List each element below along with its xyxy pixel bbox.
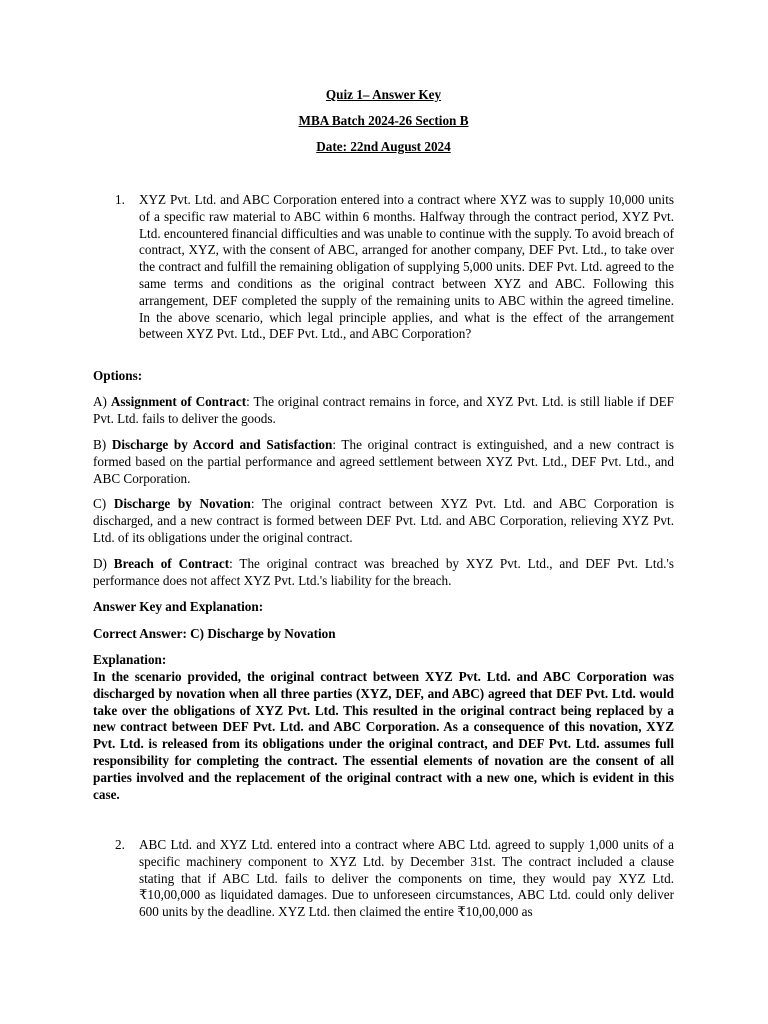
option-a-prefix: A)	[93, 394, 111, 409]
option-a-desc: : The original contract remains in force, and XYZ Pvt. Ltd. is still liable if DEF Pvt. Ltd. fails to deliver the goods.	[93, 394, 674, 426]
option-d-prefix: D)	[93, 556, 114, 571]
option-b-prefix: B)	[93, 437, 112, 452]
option-b-term: Discharge by Accord and Satisfaction	[111, 437, 333, 452]
options-heading: Options:	[93, 368, 143, 383]
question-2-number: 2.	[115, 837, 125, 852]
option-c	[93, 496, 674, 546]
correct-answer: Correct Answer: C) Discharge by Novation	[93, 626, 336, 641]
explanation-text: In the scenario provided, the original contract between XYZ Pvt. Ltd. and ABC Corporation was discharged by novation when all three parties (XYZ, DEF, and ABC) agreed that DEF Pvt. Ltd. would take over the obligations of XYZ Pvt. Ltd. This resulted in the original contract being replaced by a new contract between DEF Pvt. Ltd. and ABC Corporation. As a consequence of this novation, XYZ Pvt. Ltd. is released from its obligations under the original contract, and DEF Pvt. Ltd. assumes full responsibility for completing the contract. The essential elements of novation are the consent of all parties involved and the replacement of the original contract with a new one, which is evident in this case.	[93, 669, 674, 802]
option-b	[93, 437, 674, 487]
option-a-term: Assignment of Contract	[110, 394, 247, 409]
date-title: Date: 22nd August 2024	[316, 139, 451, 154]
answer-key-heading: Answer Key and Explanation:	[93, 599, 264, 614]
option-b-desc: : The original contract is extinguished, and a new contract is formed based on the partial performance and agreed settlement between XYZ Pvt. Ltd., DEF Pvt. Ltd., and ABC Corporation.	[93, 437, 675, 486]
batch-title: MBA Batch 2024-26 Section B	[298, 113, 469, 128]
option-a	[93, 394, 674, 428]
option-c-desc: : The original contract between XYZ Pvt. Ltd. and ABC Corporation is discharged, and a new contract is formed between DEF Pvt. Ltd. and ABC Corporation, relieving XYZ Pvt. Ltd. of its obligations under the original contract.	[93, 496, 675, 545]
question-1-text: XYZ Pvt. Ltd. and ABC Corporation entered into a contract where XYZ was to supply 10,000 units of a specific raw material to ABC within 6 months. Halfway through the contract period, XYZ Pvt. Ltd. encountered financial difficulties and was unable to continue with the supply. To avoid breach of contract, XYZ, with the consent of ABC, arranged for another company, DEF Pvt. Ltd., to take over the contract and fulfill the remaining obligation of supplying 5,000 units. DEF Pvt. Ltd. agreed to the same terms and conditions as the original contract between XYZ and ABC. Following this arrangement, DEF completed the supply of the remaining units to ABC within the agreed timeline. In the above scenario, which legal principle applies, and what is the effect of the arrangement between XYZ Pvt. Ltd., DEF Pvt. Ltd., and ABC Corporation?	[139, 192, 674, 342]
option-c-prefix: C)	[93, 496, 114, 511]
option-d-desc: : The original contract was breached by XYZ Pvt. Ltd., and DEF Pvt. Ltd.'s performance does not affect XYZ Pvt. Ltd.'s liability for the breach.	[93, 556, 674, 588]
option-c-term: Discharge by Novation	[113, 496, 251, 511]
question-1-number: 1.	[115, 192, 125, 207]
question-2-text: ABC Ltd. and XYZ Ltd. entered into a contract where ABC Ltd. agreed to supply 1,000 units of a specific machinery component to XYZ Ltd. by December 31st. The contract included a clause stating that if ABC Ltd. fails to deliver the components on time, they would pay XYZ Ltd. ₹10,00,000 as liquidated damages. Due to unforeseen circumstances, ABC Ltd. could only deliver 600 units by the deadline. XYZ Ltd. then claimed the entire ₹10,00,000 as	[139, 837, 674, 920]
quiz-title: Quiz 1– Answer Key	[325, 87, 442, 102]
option-d	[93, 556, 674, 590]
explanation-heading: Explanation:	[93, 652, 167, 667]
option-d-term: Breach of Contract	[113, 556, 230, 571]
